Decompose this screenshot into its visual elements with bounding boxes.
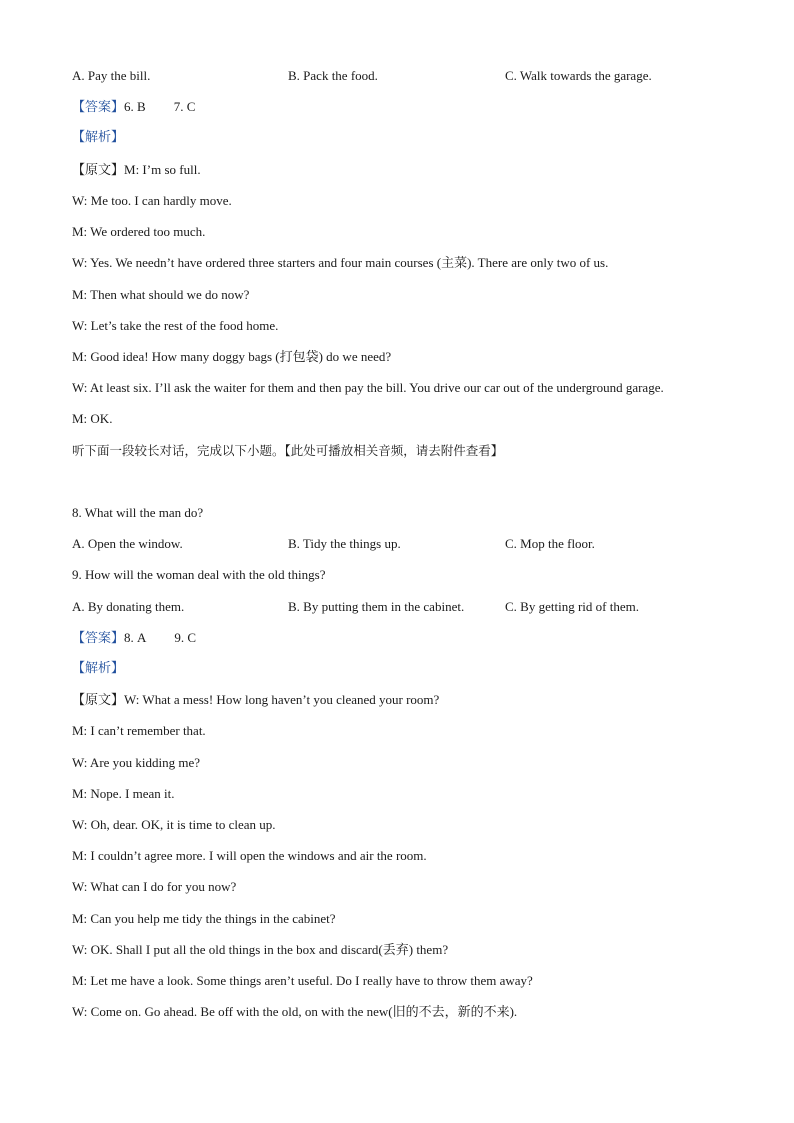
- answer-8: 8. A: [124, 630, 147, 645]
- answer-9: 9. C: [174, 630, 197, 645]
- transcript-line: M: I couldn’t agree more. I will open the windows and air the room.: [72, 848, 427, 863]
- q9-option-c: C. By getting rid of them.: [505, 599, 639, 614]
- q9-options: [72, 599, 732, 615]
- transcript-line: M: OK.: [72, 411, 113, 426]
- q8-option-b: B. Tidy the things up.: [288, 536, 401, 551]
- listening-instruction: 听下面一段较长对话，完成以下小题。【此处可播放相关音频，请去附件查看】: [72, 443, 504, 458]
- q7-option-c: C. Walk towards the garage.: [505, 68, 652, 83]
- transcript-line: W: OK. Shall I put all the old things in the box and discard(丢弃) them?: [72, 942, 449, 957]
- transcript-line: M: Let me have a look. Some things aren’t useful. Do I really have to throw them away?: [72, 973, 533, 988]
- answer-tag: 【答案】: [72, 100, 125, 115]
- answer-block-2: [72, 630, 196, 647]
- transcript-2-first-line: [72, 692, 439, 709]
- question-9: 9. How will the woman deal with the old things?: [72, 567, 326, 582]
- transcript-line: M: Good idea! How many doggy bags (打包袋) do we need?: [72, 349, 392, 364]
- q8-options: [72, 536, 732, 552]
- answer-tag: 【答案】: [72, 631, 125, 646]
- transcript-1-first-line: [72, 162, 201, 179]
- q8-option-c: C. Mop the floor.: [505, 536, 595, 551]
- analysis-tag-2: 【解析】: [72, 661, 125, 676]
- q8-option-a: A. Open the window.: [72, 536, 183, 551]
- transcript-line: W: Are you kidding me?: [72, 755, 201, 770]
- transcript-line: M: Nope. I mean it.: [72, 786, 175, 801]
- answer-6: 6. B: [124, 99, 146, 114]
- transcript-line: W: What can I do for you now?: [72, 879, 237, 894]
- transcript-line: W: Me too. I can hardly move.: [72, 193, 232, 208]
- answer-7: 7. C: [173, 99, 196, 114]
- transcript-line: M: Can you help me tidy the things in the cabinet?: [72, 911, 336, 926]
- transcript-tag: 【原文】: [72, 693, 125, 708]
- question-8: 8. What will the man do?: [72, 505, 204, 520]
- transcript-text: W: What a mess! How long haven’t you cleaned your room?: [124, 692, 440, 707]
- q7-option-b: B. Pack the food.: [288, 68, 378, 83]
- transcript-text: M: I’m so full.: [124, 162, 201, 177]
- analysis-tag-1: 【解析】: [72, 130, 125, 145]
- transcript-line: M: We ordered too much.: [72, 224, 206, 239]
- transcript-line: W: Let’s take the rest of the food home.: [72, 318, 279, 333]
- q9-option-a: A. By donating them.: [72, 599, 185, 614]
- q7-options: [72, 68, 732, 84]
- transcript-line: W: Yes. We needn’t have ordered three starters and four main courses (主菜). There are only two of us.: [72, 255, 609, 270]
- answer-block-1: [72, 99, 195, 116]
- transcript-line: W: Oh, dear. OK, it is time to clean up.: [72, 817, 276, 832]
- transcript-line: W: At least six. I’ll ask the waiter for them and then pay the bill. You drive our car out of the underground garage.: [72, 380, 664, 395]
- transcript-line: M: Then what should we do now?: [72, 287, 250, 302]
- transcript-tag: 【原文】: [72, 163, 125, 178]
- q7-option-a: A. Pay the bill.: [72, 68, 151, 83]
- q9-option-b: B. By putting them in the cabinet.: [288, 599, 465, 614]
- transcript-line: W: Come on. Go ahead. Be off with the old, on with the new(旧的不去，新的不来).: [72, 1004, 518, 1019]
- transcript-line: M: I can’t remember that.: [72, 723, 206, 738]
